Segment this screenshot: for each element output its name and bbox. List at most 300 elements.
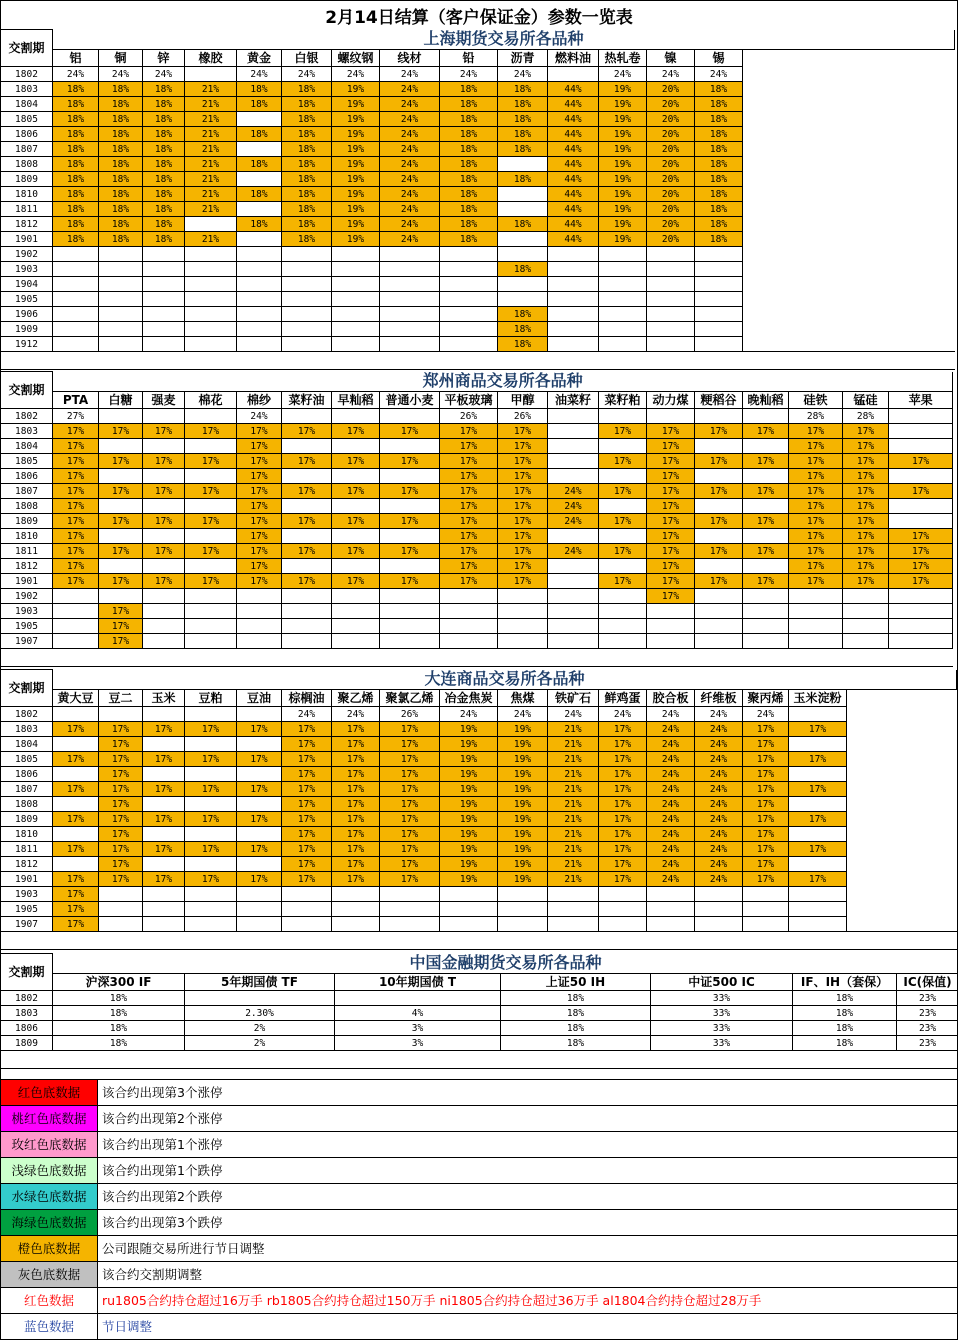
blank-cell [743, 127, 955, 142]
margin-cell: 17% [237, 454, 282, 469]
margin-cell [143, 262, 185, 277]
legend-swatch: 蓝色数据 [1, 1314, 98, 1340]
contract-month: 1809 [1, 172, 53, 187]
margin-cell [185, 604, 237, 619]
margin-cell: 17% [282, 767, 332, 782]
margin-cell: 18% [53, 187, 99, 202]
margin-cell: 24% [282, 707, 332, 722]
margin-cell [53, 707, 99, 722]
margin-cell: 18% [282, 187, 332, 202]
margin-cell: 17% [440, 574, 498, 589]
margin-cell: 19% [498, 797, 548, 812]
table-row [1, 872, 957, 887]
product-header: 硅铁 [789, 392, 843, 409]
product-header: 玉米淀粉 [789, 690, 847, 707]
blank-cell [743, 337, 955, 352]
margin-cell: 17% [647, 589, 695, 604]
margin-cell: 17% [53, 544, 99, 559]
margin-cell: 18% [99, 157, 143, 172]
margin-cell: 17% [332, 454, 380, 469]
margin-cell [282, 409, 332, 424]
margin-cell [498, 247, 548, 262]
margin-cell: 17% [282, 752, 332, 767]
legend-swatch: 橙色底数据 [1, 1236, 98, 1262]
margin-cell: 17% [282, 857, 332, 872]
margin-cell: 17% [380, 872, 440, 887]
margin-cell [380, 469, 440, 484]
margin-cell: 19% [440, 782, 498, 797]
margin-cell: 17% [332, 827, 380, 842]
margin-cell [789, 917, 847, 932]
margin-cell [647, 917, 695, 932]
margin-cell: 24% [647, 782, 695, 797]
margin-cell: 24% [380, 172, 440, 187]
margin-cell: 18% [282, 157, 332, 172]
contract-month: 1809 [1, 812, 53, 827]
margin-cell: 17% [53, 842, 99, 857]
margin-cell: 17% [789, 752, 847, 767]
margin-cell: 18% [440, 187, 498, 202]
margin-cell [789, 902, 847, 917]
contract-month: 1810 [1, 827, 53, 842]
margin-cell: 17% [843, 559, 889, 574]
margin-cell: 17% [53, 902, 99, 917]
margin-cell [498, 157, 548, 172]
table-row [1, 544, 953, 559]
margin-cell: 44% [548, 97, 599, 112]
margin-cell: 17% [498, 424, 548, 439]
margin-cell: 19% [498, 767, 548, 782]
margin-cell: 17% [599, 782, 647, 797]
margin-cell [743, 409, 789, 424]
margin-cell: 18% [53, 991, 185, 1006]
margin-cell [99, 277, 143, 292]
margin-cell: 18% [143, 142, 185, 157]
margin-cell [789, 857, 847, 872]
product-header: 豆粕 [185, 690, 237, 707]
margin-cell: 17% [498, 499, 548, 514]
product-header: 沪深300 IF [53, 974, 185, 991]
margin-cell [237, 902, 282, 917]
legend-table [0, 1079, 958, 1340]
product-header: 粳稻谷 [695, 392, 743, 409]
margin-cell [237, 322, 282, 337]
margin-cell: 21% [185, 172, 237, 187]
margin-cell: 17% [743, 872, 789, 887]
table-row [1, 187, 955, 202]
legend-description: 该合约出现第2个跌停 [98, 1184, 958, 1210]
margin-cell: 17% [332, 544, 380, 559]
margin-cell: 17% [647, 424, 695, 439]
margin-cell: 18% [99, 112, 143, 127]
margin-cell: 19% [498, 737, 548, 752]
margin-cell: 17% [53, 439, 99, 454]
margin-cell [99, 707, 143, 722]
margin-cell [332, 559, 380, 574]
margin-cell: 17% [789, 872, 847, 887]
legend-swatch: 灰色底数据 [1, 1262, 98, 1288]
contract-month: 1810 [1, 529, 53, 544]
blank-cell [743, 82, 955, 97]
margin-cell [143, 292, 185, 307]
table-row [1, 262, 955, 277]
blank-cell [847, 752, 957, 767]
margin-cell: 17% [889, 559, 953, 574]
product-header: 线材 [380, 50, 440, 67]
blank-cell [847, 737, 957, 752]
margin-cell [143, 902, 185, 917]
blank-cell [847, 690, 957, 707]
margin-cell: 18% [143, 82, 185, 97]
margin-cell [237, 887, 282, 902]
margin-cell: 17% [695, 424, 743, 439]
margin-cell: 17% [789, 454, 843, 469]
margin-cell: 19% [332, 112, 380, 127]
margin-cell: 18% [143, 157, 185, 172]
margin-cell: 17% [695, 574, 743, 589]
margin-cell [440, 322, 498, 337]
margin-cell: 17% [53, 469, 99, 484]
margin-cell: 17% [99, 827, 143, 842]
margin-cell [695, 262, 743, 277]
product-header: 锰硅 [843, 392, 889, 409]
dce-table [0, 669, 957, 950]
legend-swatch: 浅绿色底数据 [1, 1158, 98, 1184]
margin-cell [332, 322, 380, 337]
margin-cell: 19% [599, 217, 647, 232]
margin-cell [548, 262, 599, 277]
blank-cell [847, 767, 957, 782]
margin-cell: 17% [599, 857, 647, 872]
product-header: 棉纱 [237, 392, 282, 409]
margin-cell [548, 409, 599, 424]
margin-cell: 17% [143, 544, 185, 559]
margin-cell: 18% [237, 217, 282, 232]
table-row [1, 247, 955, 262]
margin-cell: 19% [498, 857, 548, 872]
margin-cell [143, 827, 185, 842]
margin-cell: 21% [548, 737, 599, 752]
margin-cell [380, 902, 440, 917]
margin-cell [548, 307, 599, 322]
margin-cell [647, 322, 695, 337]
margin-cell: 17% [743, 827, 789, 842]
margin-cell: 18% [143, 172, 185, 187]
margin-cell: 17% [237, 872, 282, 887]
margin-cell [185, 559, 237, 574]
product-header: 聚乙烯 [332, 690, 380, 707]
margin-cell: 17% [889, 454, 953, 469]
margin-cell: 17% [843, 574, 889, 589]
margin-cell: 18% [282, 127, 332, 142]
table-row [1, 172, 955, 187]
margin-cell: 44% [548, 157, 599, 172]
table-row [1, 797, 957, 812]
legend-swatch: 红色数据 [1, 1288, 98, 1314]
margin-cell [185, 797, 237, 812]
margin-cell [548, 337, 599, 352]
margin-cell: 17% [599, 454, 647, 469]
margin-cell [282, 634, 332, 649]
legend-row [1, 1210, 958, 1236]
table-row [1, 902, 957, 917]
margin-cell: 18% [498, 97, 548, 112]
margin-cell: 24% [647, 842, 695, 857]
product-header: 纤维板 [695, 690, 743, 707]
blank-cell [743, 277, 955, 292]
margin-cell [143, 707, 185, 722]
blank-cell [743, 112, 955, 127]
margin-cell: 17% [743, 842, 789, 857]
margin-cell: 18% [237, 97, 282, 112]
margin-cell: 17% [599, 737, 647, 752]
margin-cell: 17% [99, 737, 143, 752]
margin-cell: 18% [53, 202, 99, 217]
table-row [1, 767, 957, 782]
contract-month: 1812 [1, 217, 53, 232]
blank-cell [743, 142, 955, 157]
margin-cell: 18% [440, 202, 498, 217]
table-row [1, 82, 955, 97]
product-header: 黄大豆 [53, 690, 99, 707]
margin-cell: 17% [332, 484, 380, 499]
margin-cell: 18% [498, 172, 548, 187]
margin-cell [889, 604, 953, 619]
margin-cell [695, 469, 743, 484]
czce-exchange-title: 郑州商品交易所各品种 [53, 372, 953, 392]
table-row [1, 722, 957, 737]
margin-cell [498, 202, 548, 217]
margin-cell [143, 277, 185, 292]
margin-cell: 18% [53, 142, 99, 157]
margin-cell: 17% [789, 559, 843, 574]
margin-cell: 18% [440, 217, 498, 232]
margin-cell: 17% [143, 574, 185, 589]
margin-cell: 17% [53, 812, 99, 827]
margin-cell: 21% [185, 127, 237, 142]
product-header: 冶金焦炭 [440, 690, 498, 707]
margin-cell: 17% [789, 842, 847, 857]
margin-cell: 17% [332, 797, 380, 812]
product-header: 5年期国债 TF [185, 974, 335, 991]
margin-cell: 24% [599, 67, 647, 82]
margin-cell: 17% [889, 529, 953, 544]
margin-cell: 21% [185, 157, 237, 172]
margin-cell: 17% [843, 514, 889, 529]
margin-cell [99, 917, 143, 932]
margin-cell: 17% [647, 499, 695, 514]
margin-cell: 17% [647, 574, 695, 589]
margin-cell [53, 827, 99, 842]
margin-cell [498, 887, 548, 902]
margin-cell: 18% [498, 337, 548, 352]
margin-cell: 18% [53, 112, 99, 127]
margin-cell [53, 277, 99, 292]
margin-cell [843, 619, 889, 634]
margin-cell: 24% [647, 67, 695, 82]
margin-cell: 24% [548, 514, 599, 529]
margin-cell: 44% [548, 112, 599, 127]
margin-cell: 17% [185, 514, 237, 529]
contract-month-header: 交割期 [1, 30, 53, 67]
margin-cell: 17% [237, 424, 282, 439]
product-header: 豆油 [237, 690, 282, 707]
margin-cell: 24% [695, 842, 743, 857]
margin-cell: 17% [53, 559, 99, 574]
margin-cell: 17% [237, 842, 282, 857]
margin-cell: 17% [185, 782, 237, 797]
margin-cell: 19% [332, 232, 380, 247]
margin-cell: 18% [282, 142, 332, 157]
margin-cell [440, 337, 498, 352]
margin-cell [143, 322, 185, 337]
margin-cell: 17% [99, 454, 143, 469]
margin-cell: 17% [743, 737, 789, 752]
contract-month: 1808 [1, 499, 53, 514]
margin-cell: 17% [647, 529, 695, 544]
margin-cell: 24% [695, 872, 743, 887]
margin-cell: 18% [99, 97, 143, 112]
margin-cell [282, 337, 332, 352]
legend-description: 该合约交割期调整 [98, 1262, 958, 1288]
margin-cell: 21% [185, 202, 237, 217]
margin-cell: 17% [599, 424, 647, 439]
margin-cell: 24% [647, 707, 695, 722]
margin-cell: 20% [647, 157, 695, 172]
margin-cell [380, 619, 440, 634]
margin-cell: 19% [599, 157, 647, 172]
margin-cell: 17% [789, 529, 843, 544]
margin-cell: 44% [548, 127, 599, 142]
margin-cell [282, 529, 332, 544]
margin-cell [53, 767, 99, 782]
margin-cell [647, 634, 695, 649]
margin-cell [599, 262, 647, 277]
product-header: 锡 [695, 50, 743, 67]
product-header: 锌 [143, 50, 185, 67]
margin-cell [380, 307, 440, 322]
margin-cell: 18% [99, 172, 143, 187]
margin-cell [185, 469, 237, 484]
spacer [1, 352, 955, 370]
table-row [1, 634, 953, 649]
margin-cell: 18% [282, 97, 332, 112]
margin-cell [237, 232, 282, 247]
margin-cell: 33% [651, 1006, 793, 1021]
margin-cell [332, 917, 380, 932]
contract-month: 1803 [1, 82, 53, 97]
legend-row [1, 1132, 958, 1158]
margin-cell: 17% [599, 812, 647, 827]
margin-cell: 18% [501, 1021, 651, 1036]
margin-cell: 17% [647, 469, 695, 484]
margin-cell: 19% [332, 172, 380, 187]
margin-cell: 17% [789, 469, 843, 484]
contract-month: 1901 [1, 232, 53, 247]
margin-cell: 19% [332, 202, 380, 217]
margin-cell: 24% [237, 67, 282, 82]
legend-swatch: 水绿色底数据 [1, 1184, 98, 1210]
blank-cell [743, 247, 955, 262]
margin-cell: 18% [53, 232, 99, 247]
margin-cell [99, 322, 143, 337]
contract-month: 1811 [1, 202, 53, 217]
margin-cell: 17% [843, 499, 889, 514]
legend-swatch: 海绿色底数据 [1, 1210, 98, 1236]
legend-description: 该合约出现第1个跌停 [98, 1158, 958, 1184]
margin-cell [185, 917, 237, 932]
legend-swatch: 玫红色底数据 [1, 1132, 98, 1158]
margin-cell [380, 322, 440, 337]
margin-cell: 17% [143, 484, 185, 499]
spacer [1, 1051, 958, 1069]
margin-cell: 28% [789, 409, 843, 424]
margin-cell: 17% [332, 872, 380, 887]
margin-cell: 17% [599, 514, 647, 529]
margin-cell: 18% [793, 991, 897, 1006]
czce-section [0, 371, 953, 667]
margin-cell: 21% [548, 857, 599, 872]
product-header: 焦煤 [498, 690, 548, 707]
margin-cell: 17% [380, 782, 440, 797]
margin-cell: 17% [498, 559, 548, 574]
margin-cell [380, 499, 440, 514]
table-row [1, 559, 953, 574]
product-header: 苹果 [889, 392, 953, 409]
margin-cell: 23% [897, 1006, 958, 1021]
margin-cell [498, 604, 548, 619]
margin-cell [53, 634, 99, 649]
table-row [1, 589, 953, 604]
contract-month: 1808 [1, 797, 53, 812]
margin-cell [498, 232, 548, 247]
margin-cell: 18% [143, 202, 185, 217]
margin-cell: 18% [237, 127, 282, 142]
table-row [1, 322, 955, 337]
margin-cell: 17% [99, 619, 143, 634]
margin-cell: 17% [380, 797, 440, 812]
margin-cell [332, 619, 380, 634]
margin-cell [647, 887, 695, 902]
margin-cell [237, 202, 282, 217]
margin-cell [143, 409, 185, 424]
margin-cell: 21% [548, 812, 599, 827]
margin-cell: 17% [647, 544, 695, 559]
margin-cell [332, 292, 380, 307]
legend-description: 该合约出现第2个涨停 [98, 1106, 958, 1132]
margin-cell: 17% [695, 484, 743, 499]
margin-cell: 17% [789, 782, 847, 797]
margin-cell: 18% [53, 217, 99, 232]
contract-month: 1806 [1, 127, 53, 142]
margin-cell [99, 559, 143, 574]
margin-cell: 17% [889, 574, 953, 589]
margin-cell [440, 589, 498, 604]
margin-cell [282, 917, 332, 932]
margin-cell [143, 887, 185, 902]
margin-cell: 20% [647, 127, 695, 142]
blank-cell [847, 857, 957, 872]
margin-cell: 44% [548, 142, 599, 157]
margin-cell: 24% [380, 217, 440, 232]
margin-cell: 33% [651, 1036, 793, 1051]
margin-cell: 17% [143, 872, 185, 887]
margin-cell: 18% [143, 97, 185, 112]
margin-cell: 17% [647, 439, 695, 454]
margin-cell [695, 887, 743, 902]
margin-cell: 17% [843, 469, 889, 484]
contract-month: 1803 [1, 1006, 53, 1021]
